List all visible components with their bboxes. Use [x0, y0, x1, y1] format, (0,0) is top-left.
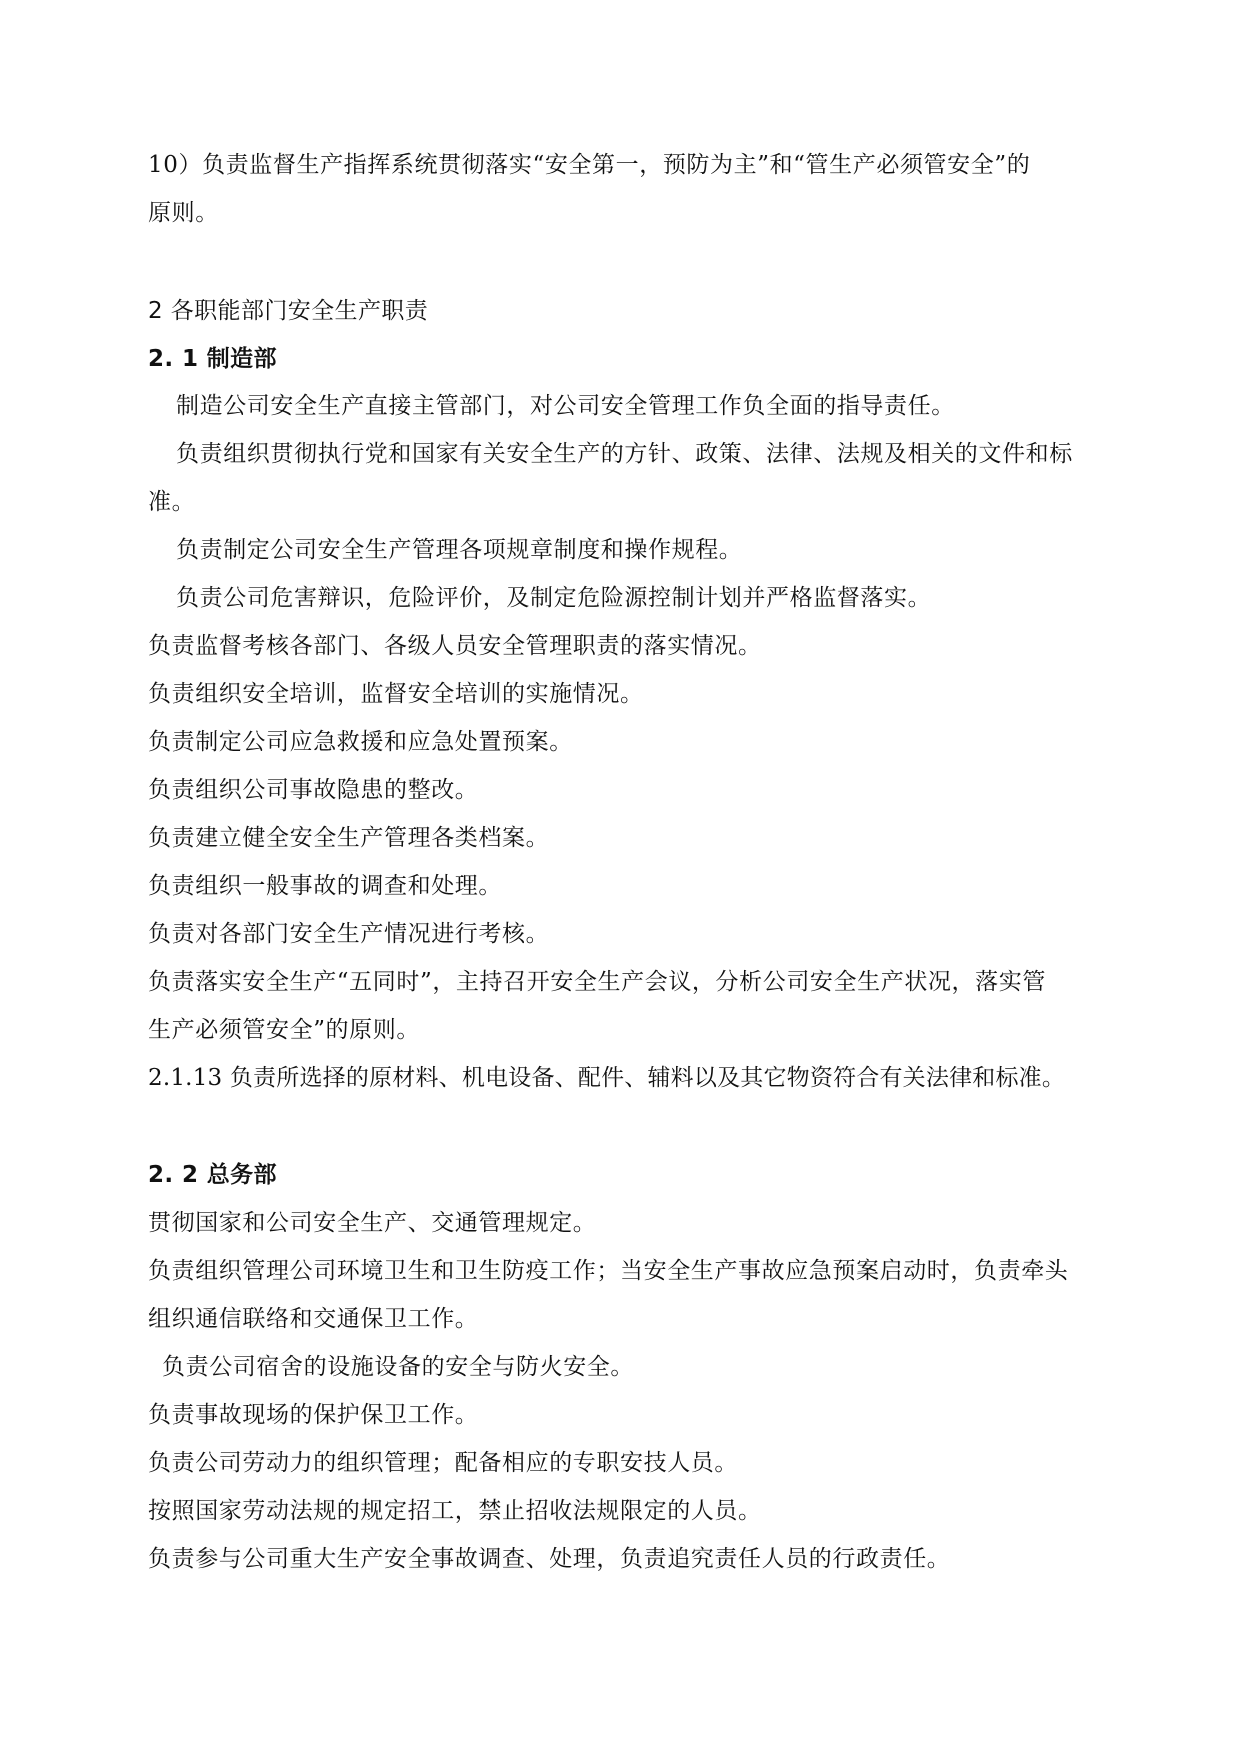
subsection-heading: 2. 2 总务部	[148, 1162, 277, 1188]
paragraph-line: 负责制定公司安全生产管理各项规章制度和操作规程。	[176, 537, 743, 563]
subsection-heading: 2. 1 制造部	[148, 346, 277, 372]
paragraph-line: 负责对各部门安全生产情况进行考核。	[148, 921, 550, 947]
paragraph-line: 生产必须管安全”的原则。	[148, 1017, 420, 1043]
paragraph-line: 负责组织安全培训，监督安全培训的实施情况。	[148, 681, 644, 707]
paragraph-line: 负责公司宿舍的设施设备的安全与防火安全。	[162, 1354, 634, 1380]
section-heading: 2 各职能部门安全生产职责	[148, 298, 429, 324]
paragraph-line: 负责建立健全安全生产管理各类档案。	[148, 825, 550, 851]
paragraph-line: 负责组织管理公司环境卫生和卫生防疫工作；当安全生产事故应急预案启动时，负责牵头	[148, 1258, 1069, 1284]
paragraph-line: 负责参与公司重大生产安全事故调查、处理，负责追究责任人员的行政责任。	[148, 1546, 951, 1572]
paragraph-line: 贯彻国家和公司安全生产、交通管理规定。	[148, 1210, 597, 1236]
paragraph-line: 负责组织一般事故的调查和处理。	[148, 873, 502, 899]
paragraph-line: 准。	[148, 489, 196, 515]
paragraph-line: 负责落实安全生产“五同时”，主持召开安全生产会议，分析公司安全生产状况，落实管	[148, 969, 1046, 995]
paragraph-line: 负责组织贯彻执行党和国家有关安全生产的方针、政策、法律、法规及相关的文件和标	[176, 441, 1073, 467]
paragraph-line: 原则。	[148, 200, 219, 226]
paragraph-line: 10）负责监督生产指挥系统贯彻落实“安全第一，预防为主”和“管生产必须管安全”的	[148, 152, 1031, 178]
paragraph-line: 负责制定公司应急救援和应急处置预案。	[148, 729, 573, 755]
paragraph-line: 2.1.13 负责所选择的原材料、机电设备、配件、辅料以及其它物资符合有关法律和标准。	[148, 1065, 1066, 1091]
paragraph-line: 制造公司安全生产直接主管部门，对公司安全管理工作负全面的指导责任。	[176, 393, 955, 419]
paragraph-line: 负责事故现场的保护保卫工作。	[148, 1402, 479, 1428]
paragraph-line: 负责公司劳动力的组织管理；配备相应的专职安技人员。	[148, 1450, 738, 1476]
paragraph-line: 负责公司危害辩识，危险评价，及制定危险源控制计划并严格监督落实。	[176, 585, 932, 611]
paragraph-line: 负责监督考核各部门、各级人员安全管理职责的落实情况。	[148, 633, 762, 659]
paragraph-line: 组织通信联络和交通保卫工作。	[148, 1306, 479, 1332]
paragraph-line: 负责组织公司事故隐患的整改。	[148, 777, 479, 803]
paragraph-line: 按照国家劳动法规的规定招工，禁止招收法规限定的人员。	[148, 1498, 762, 1524]
